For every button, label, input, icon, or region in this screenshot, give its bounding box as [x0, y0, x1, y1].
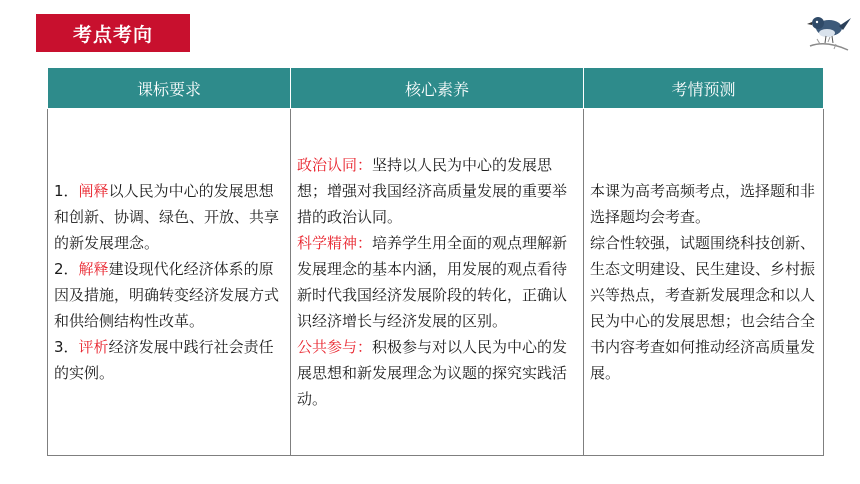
forecast-item: 综合性较强，试题围绕科技创新、生态文明建设、民生建设、乡村振兴等热点，考查新发展理念和以人民为中心的发展思想；也会结合全书内容考查如何推动经济高质量发展。 [590, 234, 816, 382]
literacy-item: 科学精神：培养学生用全面的观点理解新发展理念的基本内涵，用发展的观点看待新时代我国经济发展阶段的转化，正确认识经济增长与经济发展的区别。 [297, 234, 568, 330]
requirement-keyword: 评析 [78, 338, 109, 356]
requirement-item: 2．解释建设现代化经济体系的原因及措施，明确转变经济发展方式和供给侧结构性改革。 [54, 260, 280, 330]
literacy-keyword: 科学精神： [297, 234, 373, 252]
forecast-cell [584, 109, 824, 456]
requirement-item: 3．评析经济发展中践行社会责任的实例。 [54, 338, 274, 382]
table-body-row [48, 109, 824, 456]
table-header-row [48, 68, 824, 109]
requirement-keyword: 解释 [78, 260, 109, 278]
literacy-keyword: 公共参与： [297, 338, 373, 356]
requirement-item: 1．阐释以人民为中心的发展思想和创新、协调、绿色、开放、共享的新发展理念。 [54, 182, 280, 252]
literacy-item: 政治认同：坚持以人民为中心的发展思想；增强对我国经济高质量发展的重要举措的政治认同。 [297, 156, 568, 226]
exam-points-table [47, 67, 824, 456]
section-title: 考点考向 [36, 14, 190, 52]
literacy-cell [291, 109, 584, 456]
literacy-item: 公共参与：积极参与对以人民为中心的发展思想和新发展理念为议题的探究实践活动。 [297, 338, 568, 408]
header-requirements: 课标要求 [48, 68, 291, 109]
forecast-item: 本课为高考高频考点，选择题和非选择题均会考查。 [590, 182, 816, 226]
literacy-keyword: 政治认同： [297, 156, 373, 174]
header-forecast: 考情预测 [584, 68, 824, 109]
requirements-cell [48, 109, 291, 456]
header-literacy: 核心素养 [291, 68, 584, 109]
bird-on-branch-icon [806, 6, 852, 56]
requirement-keyword: 阐释 [78, 182, 109, 200]
